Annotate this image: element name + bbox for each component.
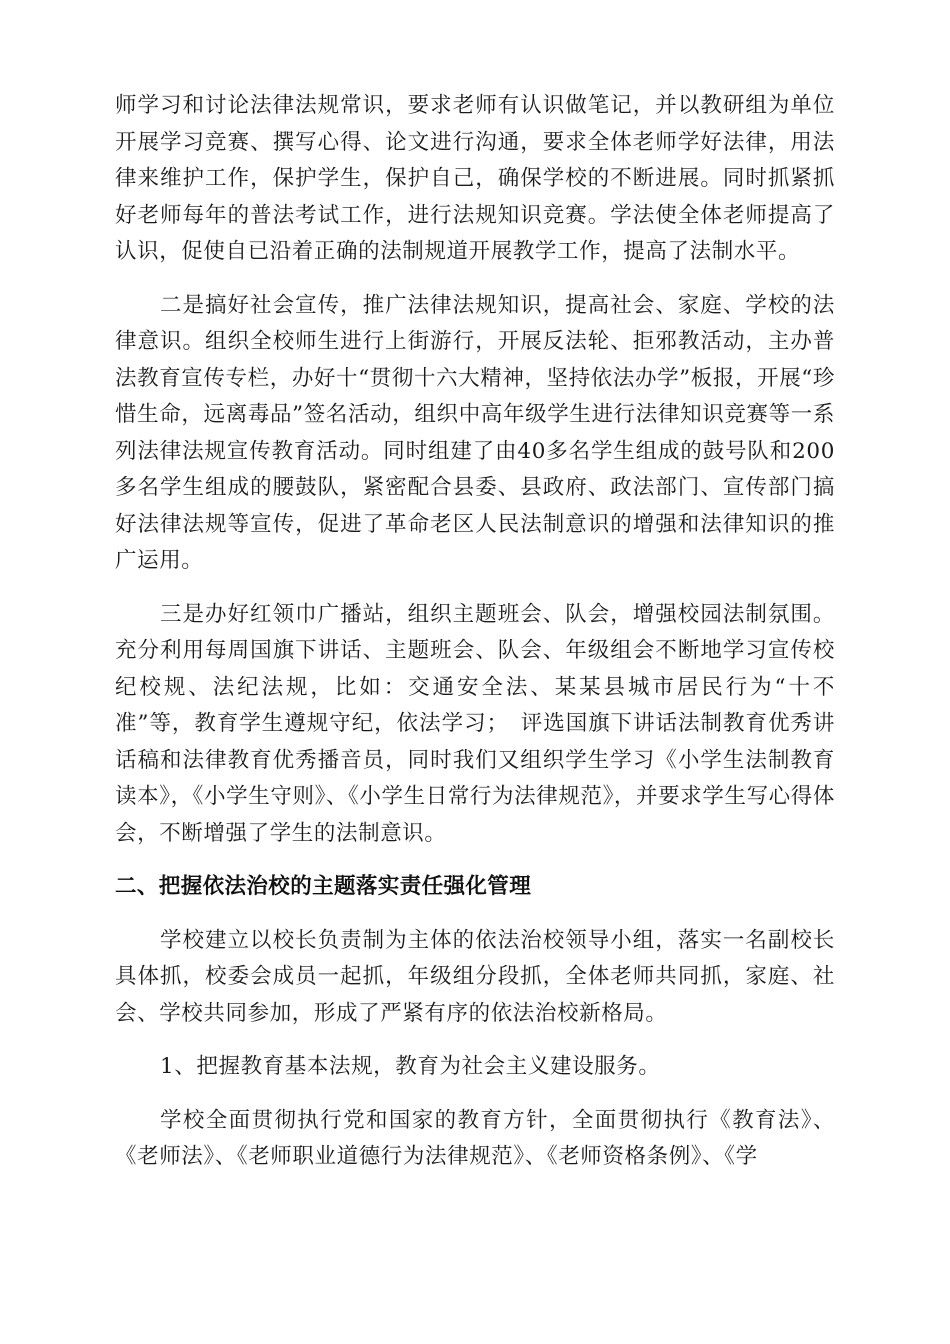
paragraph-subheading-basic-laws: 1、把握教育基本法规，教育为社会主义建设服务。 bbox=[160, 1054, 661, 1079]
document-body bbox=[115, 88, 835, 1176]
paragraph-education-policy: 学校全面贯彻执行党和国家的教育方针，全面贯彻执行《教育法》、《老师法》、《老师职业道德行为法律规范》、《老师资格条例》、《学 bbox=[115, 1107, 835, 1169]
paragraph-teacher-study: 师学习和讨论法律法规常识，要求老师有认识做笔记，并以教研组为单位开展学习竞赛、撰写心得、论文进行沟通，要求全体老师学好法律，用法律来维护工作，保护学生，保护自己，确保学校的不断进展。同时抓紧抓好老师每年的普法考试工作，进行法规知识竞赛。学法使全体老师提高了认识，促使自已沿着正确的法制规道开展教学工作，提高了法制水平。 bbox=[115, 93, 835, 264]
section-heading: 二、把握依法治校的主题落实责任强化管理 bbox=[115, 874, 532, 899]
paragraph-leadership-group: 学校建立以校长负责制为主体的依法治校领导小组，落实一名副校长具体抓，校委会成员一起抓，年级组分段抓，全体老师共同抓，家庭、社会、学校共同参加，形成了严紧有序的依法治校新格局。 bbox=[115, 927, 835, 1026]
paragraph-radio-station: 三是办好红领巾广播站，组织主题班会、队会，增强校园法制氛围。充分利用每周国旗下讲话、主题班会、队会、年级组会不断地学习宣传校纪校规、法纪法规，比如：交通安全法、某某县城市居民行为“十不准”等，教育学生遵规守纪，依法学习； 评选国旗下讲话法制教育优秀讲话稿和法律教育优秀播音员，同时我们又组织学生学习《小学生法制教育读本》，《小学生守则》、《小学生日常行为法律规范》，并要求学生写心得体会，不断增强了学生的法制意识。 bbox=[115, 601, 835, 846]
paragraph-social-publicity: 二是搞好社会宣传，推广法律法规知识，提高社会、家庭、学校的法律意识。组织全校师生进行上街游行，开展反法轮、拒邪教活动，主办普法教育宣传专栏，办好十“贯彻十六大精神，坚持依法办学”板报，开展“珍惜生命，远离毒品”签名活动，组织中高年级学生进行法律知识竞赛等一系列法律法规宣传教育活动。同时组建了由40多名学生组成的鼓号队和200多名学生组成的腰鼓队，紧密配合县委、县政府、政法部门、宣传部门搞好法律法规等宣传，促进了革命老区人民法制意识的增强和法律知识的推广运用。 bbox=[115, 292, 835, 573]
